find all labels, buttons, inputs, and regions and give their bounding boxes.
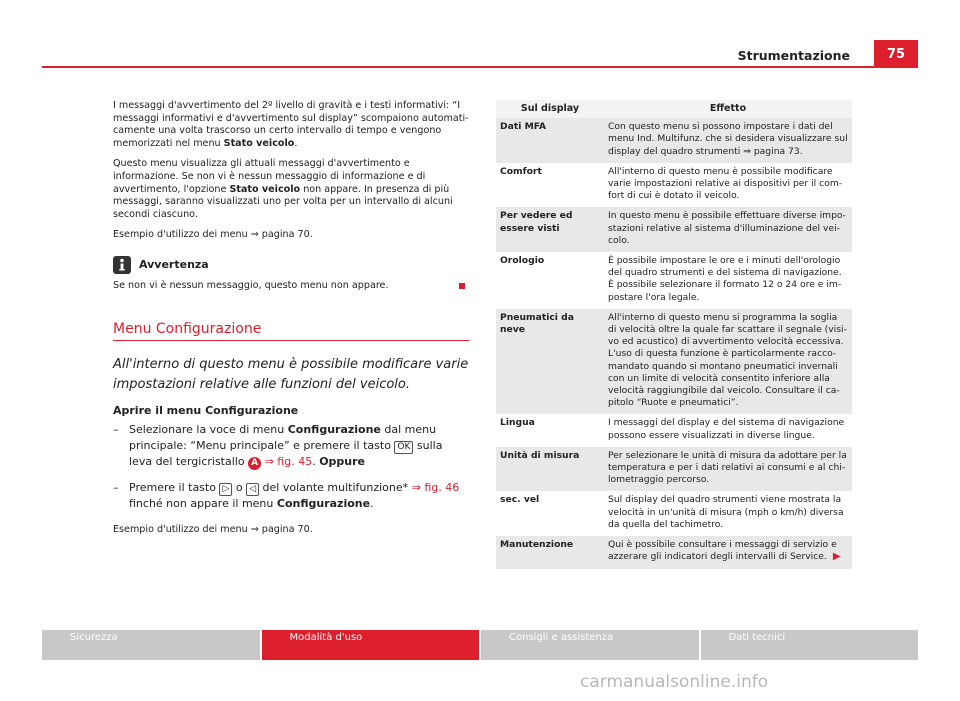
footer-nav (42, 630, 918, 660)
paragraph-1: I messaggi d'avvertimento del 2º livello di gravità e i testi informativi: “I messaggi informativi e d'avvertimento sul display” scompaiono automaticamente una volta trascorso un certo intervallo di tempo e vengono memorizzati nel menu Stato veicolo. (113, 100, 469, 149)
table-header (496, 100, 852, 118)
info-icon (113, 256, 131, 274)
table-row: Manutenzione Qui è possibile consultare i messaggi di servizio e azzerare gli indicatori degli intervalli di Service. ▶ (496, 536, 852, 568)
footer-tab-consigli[interactable]: Consigli e assistenza (481, 630, 699, 660)
paragraph-2: Questo menu visualizza gli attuali messaggi d'avvertimento e informazione. Se non vi è nessun messaggio di informazione e di avvertimento, l'opzione Stato veicolo non appare. In presenza di più messaggi, saranno visualizzati uno per volta per un intervallo di alcuni secondi ciascuno. (113, 158, 453, 220)
header-rule (42, 66, 918, 68)
page-number: 75 (874, 40, 918, 68)
step-2: – Premere il tasto ▷ o ◁ del volante multifunzione* ⇒ fig. 46 finché non appare il menu Configurazione. (113, 480, 460, 510)
column-header: Sul display (496, 100, 604, 118)
figure-link[interactable]: ⇒ fig. 46 (411, 480, 460, 494)
paragraph-3: Esempio d'utilizzo dei menu ⇒ pagina 70. (113, 229, 313, 241)
table-row: Orologio È possibile impostare le ore e i minuti dell'orologio del quadro strumenti e del sistema di navigazione. È possibile selezionare il formato 12 o 24 ore e impostare l'ora legale. (500, 255, 842, 303)
settings-table (496, 100, 852, 569)
table-row: Unità di misura Per selezionare le unità di misura da adottare per la temperatura e per i dati relativi ai consumi e al chilometraggio percorso. (496, 447, 852, 492)
section-intro: All'interno di questo menu è possibile modificare varie impostazioni relative alle funzioni del veicolo. (113, 357, 469, 393)
section-title: Menu Configurazione (113, 323, 469, 342)
continue-arrow-icon: ▶ (832, 551, 841, 563)
ok-key: OK (394, 441, 413, 454)
left-column (113, 100, 469, 544)
column-header: Effetto (604, 100, 852, 118)
table-row: sec. vel Sul display del quadro strumenti viene mostrata la velocità in un'unità di misura (mph o km/h) diversa da quella del tachimetro. (500, 494, 844, 530)
bold-term: Stato veicolo (223, 137, 295, 149)
table-row: Comfort All'interno di questo menu è possibile modificare varie impostazioni relative ai dispositivi per il comfort di cui è dotato il veicolo. (500, 165, 843, 202)
chapter-title: Strumentazione (737, 48, 850, 63)
table-row: Per vedere ed essere visti In questo menu è possibile effettuare diverse impostazioni relative al sistema d'illuminazione del veicolo. (496, 207, 852, 252)
end-marker (459, 283, 465, 289)
warning-text: Se non vi è nessun messaggio, questo menu non appare. (113, 280, 469, 293)
table-row: Dati MFA Con questo menu si possono impostare i dati del menu Ind. Multifunz. che si desidera visualizzare sul display del quadro strumenti ⇒ pagina 73. (496, 118, 852, 163)
figure-link[interactable]: ⇒ fig. 45 (264, 454, 313, 468)
bold-term: Stato veicolo (229, 183, 301, 195)
warning-box (113, 256, 469, 274)
subsection-title: Aprire il menu Configurazione (113, 404, 299, 418)
paragraph-4: Esempio d'utilizzo dei menu ⇒ pagina 70. (113, 523, 313, 535)
right-arrow-key: ▷ (219, 483, 232, 496)
left-arrow-key: ◁ (246, 483, 259, 496)
callout-a: A (248, 457, 261, 470)
table-row: Lingua I messaggi del display e del sistema di navigazione possono essere visualizzati in diverse lingue. (500, 417, 845, 441)
step-1: – Selezionare la voce di menu Configurazione dal menu principale: “Menu principale” e premere il tasto OK sulla leva del tergicristallo A ⇒ fig. 45. Oppure (113, 422, 443, 468)
step-dash: – (113, 422, 119, 436)
watermark: carmanualsonline.info (580, 672, 769, 692)
table-row: Pneumatici da neve All'interno di questo menu si programma la soglia di velocità oltre la quale far scattare il segnale (visivo ed acustico) di avvertimento velocità eccessiva. L'uso di questa funzione è particolarmente raccomandato quando si montano pneumatici invernali con un limite di velocità consentito inferiore alla velocità raggiungibile dal veicolo. Consultare il capitolo “Ruote e pneumatici”. (496, 309, 852, 415)
footer-tab-dati-tecnici[interactable]: Dati tecnici (701, 630, 919, 660)
warning-title: Avvertenza (139, 257, 209, 271)
footer-tab-modalita-uso[interactable]: Modalità d'uso (262, 630, 480, 660)
footer-tab-sicurezza[interactable]: Sicurezza (42, 630, 260, 660)
step-dash: – (113, 480, 119, 494)
